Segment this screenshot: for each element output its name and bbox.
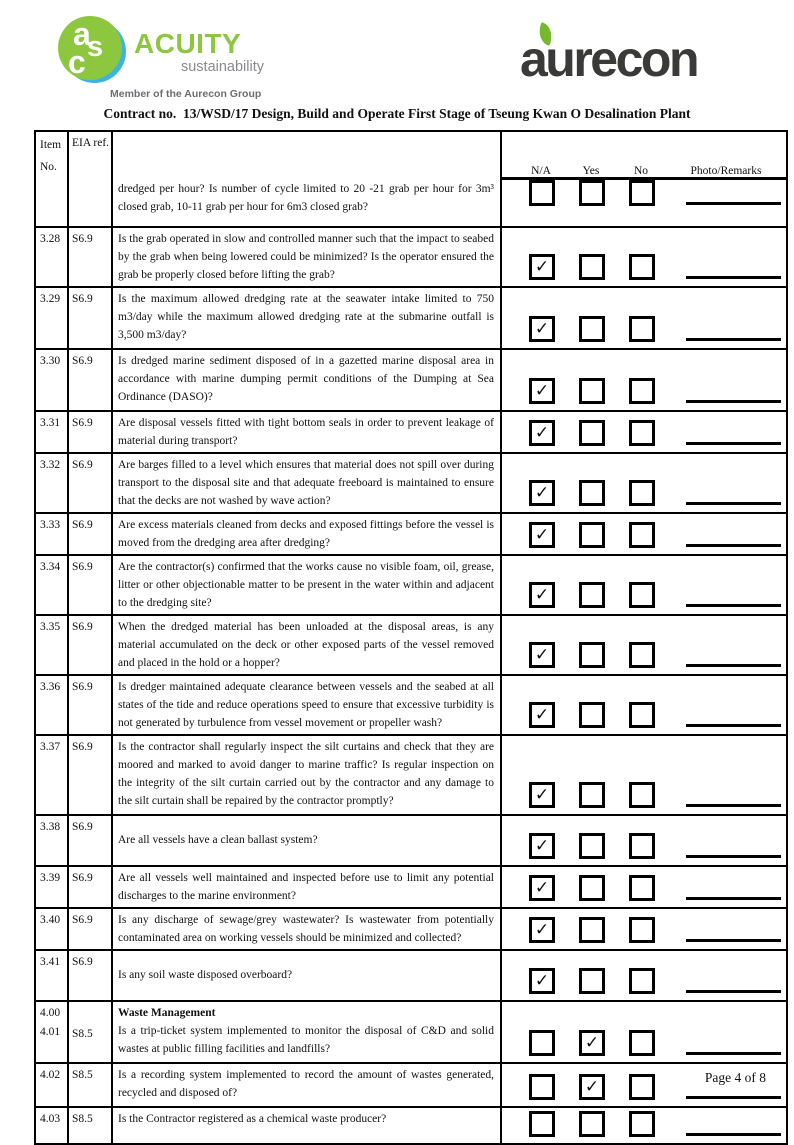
question-cell xyxy=(112,287,501,349)
question-cell xyxy=(112,866,501,908)
item-no: 3.30 xyxy=(40,355,61,367)
check-mark-icon: ✓ xyxy=(534,585,550,604)
checkbox-no[interactable] xyxy=(629,702,655,728)
question-text: Are excess materials cleaned from decks and exposed fittings before the vessel is moved from the dredging area after dredging? xyxy=(118,519,494,549)
header-na: N/A xyxy=(531,164,551,177)
question-text: Is dredger maintained adequate clearance between vessels and the seabed at all states of the tide and reduce operations speed to ensure that excessive turbidity is not generated by turbulence from vessel movement or propeller wash? xyxy=(118,681,494,729)
question-cell xyxy=(112,950,501,1001)
item-no: 4.03 xyxy=(40,1113,61,1125)
item-no-cell xyxy=(35,815,68,866)
answers-cell xyxy=(501,1107,787,1144)
remarks-line[interactable] xyxy=(686,544,781,547)
eia-ref-cell xyxy=(68,411,112,453)
remarks-line[interactable] xyxy=(686,897,781,900)
answers-cell xyxy=(501,615,787,675)
eia-ref: S6.9 xyxy=(72,293,93,305)
question-text: Is any soil waste disposed overboard? xyxy=(118,969,293,981)
aurecon-wordmark: aurecon xyxy=(520,31,698,87)
table-row xyxy=(35,615,787,675)
item-no-cell xyxy=(35,866,68,908)
table-row xyxy=(35,815,787,866)
checkbox-yes[interactable] xyxy=(579,582,605,608)
item-no: 3.39 xyxy=(40,872,61,884)
checkbox-na[interactable] xyxy=(529,180,555,206)
remarks-line[interactable] xyxy=(686,1133,781,1136)
question-cell xyxy=(112,453,501,513)
answers-cell xyxy=(501,1001,787,1063)
table-row xyxy=(35,555,787,615)
eia-ref-cell xyxy=(68,815,112,866)
checkbox-no[interactable] xyxy=(629,378,655,404)
check-mark-icon: ✓ xyxy=(534,920,550,939)
question-text: Is the contractor shall regularly inspect the silt curtains and check that they are moored and marked to avoid danger to marine traffic? Is regular inspection on the integrity of the silt curtain carried out by the contractor and any damage to the silt curtain shall be repaired by the contractor promptly? xyxy=(118,741,494,807)
checkbox-yes[interactable] xyxy=(579,1030,605,1056)
checkbox-no[interactable] xyxy=(629,522,655,548)
answers-cell xyxy=(501,735,787,815)
eia-ref-cell xyxy=(68,227,112,287)
check-mark-icon: ✓ xyxy=(534,878,550,897)
eia-ref: S6.9 xyxy=(72,872,93,884)
item-no-cell xyxy=(35,513,68,555)
eia-ref-cell xyxy=(68,453,112,513)
eia-ref-cell xyxy=(68,555,112,615)
checkbox-yes[interactable] xyxy=(579,917,605,943)
item-no-cell xyxy=(35,411,68,453)
question-cell xyxy=(112,1107,501,1144)
checkbox-yes[interactable] xyxy=(579,378,605,404)
remarks-line[interactable] xyxy=(686,724,781,727)
item-no: 4.02 xyxy=(40,1069,61,1081)
checkbox-yes[interactable] xyxy=(579,480,605,506)
item-no-cell xyxy=(35,908,68,950)
remarks-line[interactable] xyxy=(686,338,781,341)
checkbox-no[interactable] xyxy=(629,917,655,943)
item-no: 3.40 xyxy=(40,914,61,926)
checkbox-yes[interactable] xyxy=(579,782,605,808)
question-cell xyxy=(112,513,501,555)
eia-ref-cell xyxy=(68,287,112,349)
question-text: Are the contractor(s) confirmed that the works cause no visible foam, oil, grease, litter or other objectionable matter to be present in the water within and adjacent to the dredging site? xyxy=(118,561,494,609)
eia-ref: S8.5 xyxy=(72,1028,93,1040)
checkbox-na[interactable] xyxy=(529,378,555,404)
remarks-line[interactable] xyxy=(686,202,781,205)
checkbox-na[interactable] xyxy=(529,254,555,280)
checklist-table xyxy=(34,130,788,1145)
page-title: Contract no. 13/WSD/17 Design, Build and Operate First Stage of Tseung Kwan O Desalination Plant xyxy=(103,106,691,121)
eia-ref: S6.9 xyxy=(72,459,93,471)
check-mark-icon: ✓ xyxy=(534,423,550,442)
item-no-cell xyxy=(35,1001,68,1063)
acuity-wordmark: ACUITY xyxy=(134,28,242,59)
check-mark-icon: ✓ xyxy=(534,257,550,276)
question-text: Are all vessels have a clean ballast system? xyxy=(118,834,318,846)
question-cell xyxy=(112,815,501,866)
eia-ref: S8.5 xyxy=(72,1069,93,1081)
item-no-cell xyxy=(35,555,68,615)
check-mark-icon: ✓ xyxy=(534,971,550,990)
answers-cell xyxy=(501,513,787,555)
eia-ref-cell xyxy=(68,735,112,815)
eia-ref: S6.9 xyxy=(72,914,93,926)
checkbox-no[interactable] xyxy=(629,875,655,901)
acuity-monogram-icon xyxy=(58,16,124,82)
question-text: Are disposal vessels fitted with tight bottom seals in order to prevent leakage of material during transport? xyxy=(118,417,494,447)
checkbox-na[interactable] xyxy=(529,1030,555,1056)
check-mark-icon: ✓ xyxy=(534,525,550,544)
answers-cell xyxy=(501,227,787,287)
question-text: Is a trip-ticket system implemented to monitor the disposal of C&D and solid wastes at public filling facilities and landfills? xyxy=(118,1025,494,1055)
answers-cell xyxy=(501,349,787,411)
question-cell xyxy=(112,908,501,950)
question-text: Is the Contractor registered as a chemical waste producer? xyxy=(118,1113,387,1125)
question-cell xyxy=(112,1063,501,1107)
item-no-cell xyxy=(35,615,68,675)
answers-cell xyxy=(501,908,787,950)
item-no-cell xyxy=(35,178,68,227)
header-photo-remarks: Photo/Remarks xyxy=(690,164,762,177)
checkbox-no[interactable] xyxy=(629,316,655,342)
question-cell xyxy=(112,178,501,227)
checkbox-no[interactable] xyxy=(629,480,655,506)
table-row xyxy=(35,866,787,908)
question-text: Is any discharge of sewage/grey wastewater? Is wastewater from potentially contaminated area on working vessels should be minimized and collected? xyxy=(118,914,494,944)
item-no-cell xyxy=(35,1063,68,1107)
checkbox-no[interactable] xyxy=(629,420,655,446)
question-text: Are all vessels well maintained and inspected before use to limit any potential discharges to the marine environment? xyxy=(118,872,494,902)
checkbox-no[interactable] xyxy=(629,833,655,859)
eia-ref-cell xyxy=(68,1107,112,1144)
remarks-line[interactable] xyxy=(686,400,781,403)
checkbox-na[interactable] xyxy=(529,480,555,506)
checkbox-na[interactable] xyxy=(529,875,555,901)
checkbox-yes[interactable] xyxy=(579,522,605,548)
remarks-line[interactable] xyxy=(686,442,781,445)
checkbox-no[interactable] xyxy=(629,782,655,808)
checkbox-yes[interactable] xyxy=(579,1074,605,1100)
checkbox-no[interactable] xyxy=(629,1111,655,1137)
checkbox-na[interactable] xyxy=(529,1074,555,1100)
acuity-tagline: Member of the Aurecon Group xyxy=(110,88,262,100)
item-no-cell xyxy=(35,349,68,411)
table-row xyxy=(35,349,787,411)
question-text: Is dredged marine sediment disposed of in a gazetted marine disposal area in accordance with marine dumping permit conditions of the Dumping at Sea Ordinance (DASO)? xyxy=(118,355,494,403)
eia-ref-cell xyxy=(68,1063,112,1107)
question-text: dredged per hour? Is number of cycle limited to 20 -21 grab per hour for 3m³ closed grab, 10-11 grab per hour for 6m3 closed grab? xyxy=(118,183,494,213)
remarks-line[interactable] xyxy=(686,990,781,993)
item-no: 3.41 xyxy=(40,956,61,968)
checkbox-yes[interactable] xyxy=(579,875,605,901)
page-number: Page 4 of 8 xyxy=(704,1070,766,1085)
table-row xyxy=(35,513,787,555)
question-cell xyxy=(112,555,501,615)
question-cell xyxy=(112,735,501,815)
remarks-line[interactable] xyxy=(686,276,781,279)
eia-ref: S8.5 xyxy=(72,1113,93,1125)
checkbox-yes[interactable] xyxy=(579,1111,605,1137)
question-text: Is the grab operated in slow and controlled manner such that the impact to seabed by the grab when being lowered could be minimized? Is the operator ensured the grab be properly closed before lifting the grab? xyxy=(118,233,494,281)
eia-ref: S6.9 xyxy=(72,621,93,633)
remarks-line[interactable] xyxy=(686,855,781,858)
check-mark-icon: ✓ xyxy=(534,705,550,724)
eia-ref: S6.9 xyxy=(72,519,93,531)
section-title: Waste Management xyxy=(118,1007,216,1019)
question-cell xyxy=(112,411,501,453)
eia-ref: S6.9 xyxy=(72,355,93,367)
remarks-line[interactable] xyxy=(686,604,781,607)
table-row xyxy=(35,227,787,287)
check-mark-icon: ✓ xyxy=(534,319,550,338)
checkbox-no[interactable] xyxy=(629,1074,655,1100)
acuity-logo xyxy=(58,14,288,104)
checkbox-yes[interactable] xyxy=(579,702,605,728)
monogram-letter-s: s xyxy=(87,31,104,63)
checkbox-yes[interactable] xyxy=(579,420,605,446)
remarks-line[interactable] xyxy=(686,1052,781,1055)
table-row xyxy=(35,950,787,1001)
answers-cell xyxy=(501,411,787,453)
eia-ref-cell xyxy=(68,908,112,950)
checkbox-na[interactable] xyxy=(529,642,555,668)
checkbox-na[interactable] xyxy=(529,522,555,548)
checkbox-na[interactable] xyxy=(529,1111,555,1137)
header-eia-ref: EIA ref. xyxy=(68,131,112,178)
item-no-cell xyxy=(35,287,68,349)
item-no-cell xyxy=(35,453,68,513)
checkbox-na[interactable] xyxy=(529,702,555,728)
item-no: 3.28 xyxy=(40,233,61,245)
remarks-line[interactable] xyxy=(686,1096,781,1099)
answers-cell xyxy=(501,453,787,513)
aurecon-logo xyxy=(520,26,760,90)
eia-ref: S6.9 xyxy=(72,681,93,693)
eia-ref-cell xyxy=(68,349,112,411)
eia-ref-cell xyxy=(68,513,112,555)
item-no: 3.34 xyxy=(40,561,61,573)
item-no: 3.32 xyxy=(40,459,61,471)
checkbox-no[interactable] xyxy=(629,180,655,206)
question-text: Is a recording system implemented to record the amount of wastes generated, recycled and disposed of? xyxy=(118,1069,494,1099)
check-mark-icon: ✓ xyxy=(534,645,550,664)
checkbox-no[interactable] xyxy=(629,968,655,994)
answers-cell xyxy=(501,555,787,615)
item-no-cell xyxy=(35,227,68,287)
item-no: 3.36 xyxy=(40,681,61,693)
table-row xyxy=(35,1001,787,1063)
table-row xyxy=(35,908,787,950)
item-no-cell xyxy=(35,735,68,815)
remarks-line[interactable] xyxy=(686,664,781,667)
eia-ref: S6.9 xyxy=(72,821,93,833)
checkbox-yes[interactable] xyxy=(579,833,605,859)
item-no-cell xyxy=(35,1107,68,1144)
answers-cell xyxy=(501,815,787,866)
checkbox-na[interactable] xyxy=(529,782,555,808)
header-question xyxy=(112,131,501,178)
question-text: Is the maximum allowed dredging rate at the seawater intake limited to 750 m3/day while the maximum allowed dredging rate at the submarine outfall is 3,500 m3/day? xyxy=(118,293,494,341)
table-row xyxy=(35,411,787,453)
check-mark-icon: ✓ xyxy=(584,1077,600,1096)
answers-cell xyxy=(501,178,787,227)
checkbox-yes[interactable] xyxy=(579,180,605,206)
checkbox-yes[interactable] xyxy=(579,968,605,994)
item-no: 3.37 xyxy=(40,741,61,753)
check-mark-icon: ✓ xyxy=(534,785,550,804)
remarks-line[interactable] xyxy=(686,939,781,942)
page-header xyxy=(0,0,794,104)
eia-ref: S6.9 xyxy=(72,417,93,429)
item-no: 3.29 xyxy=(40,293,61,305)
checkbox-no[interactable] xyxy=(629,254,655,280)
table-header-row xyxy=(35,131,787,178)
eia-ref-cell xyxy=(68,950,112,1001)
monogram-letter-c: c xyxy=(68,44,86,80)
monogram-letter-a: a xyxy=(73,16,91,52)
item-no: 4.00 xyxy=(40,1007,61,1019)
header-yes: Yes xyxy=(582,164,600,177)
item-no-cell xyxy=(35,950,68,1001)
item-no-cell xyxy=(35,675,68,735)
remarks-line[interactable] xyxy=(686,502,781,505)
check-mark-icon: ✓ xyxy=(534,483,550,502)
question-cell xyxy=(112,1001,501,1063)
checkbox-yes[interactable] xyxy=(579,642,605,668)
checkbox-no[interactable] xyxy=(629,642,655,668)
checkbox-na[interactable] xyxy=(529,316,555,342)
checkbox-no[interactable] xyxy=(629,582,655,608)
checkbox-na[interactable] xyxy=(529,917,555,943)
checkbox-na[interactable] xyxy=(529,968,555,994)
question-cell xyxy=(112,227,501,287)
question-text: Are barges filled to a level which ensures that material does not spill over during transport to the disposal site and that adequate freeboard is maintained to ensure that the decks are not washed by wave action? xyxy=(118,459,494,507)
table-row xyxy=(35,1107,787,1144)
eia-ref-cell xyxy=(68,178,112,227)
remarks-line[interactable] xyxy=(686,804,781,807)
checkbox-yes[interactable] xyxy=(579,254,605,280)
checkbox-na[interactable] xyxy=(529,582,555,608)
answers-cell xyxy=(501,950,787,1001)
eia-ref: S6.9 xyxy=(72,561,93,573)
checkbox-na[interactable] xyxy=(529,833,555,859)
table-row xyxy=(35,453,787,513)
eia-ref-cell xyxy=(68,866,112,908)
header-item-no: Item No. xyxy=(35,131,68,178)
table-row xyxy=(35,178,787,227)
eia-ref: S6.9 xyxy=(72,233,93,245)
eia-ref: S6.9 xyxy=(72,741,93,753)
check-mark-icon: ✓ xyxy=(584,1033,600,1052)
table-row xyxy=(35,1063,787,1107)
acuity-subtitle: sustainability xyxy=(180,59,264,75)
table-row xyxy=(35,735,787,815)
eia-ref-cell xyxy=(68,675,112,735)
checkbox-na[interactable] xyxy=(529,420,555,446)
question-text: When the dredged material has been unloaded at the disposal areas, is any material accumulated on the deck or other exposed parts of the vessel removed and placed in the hold or a hopper? xyxy=(118,621,494,669)
checkbox-no[interactable] xyxy=(629,1030,655,1056)
check-mark-icon: ✓ xyxy=(534,381,550,400)
table-row xyxy=(35,287,787,349)
table-row xyxy=(35,675,787,735)
question-cell xyxy=(112,675,501,735)
eia-ref: S6.9 xyxy=(72,956,93,968)
checkbox-yes[interactable] xyxy=(579,316,605,342)
header-no: No xyxy=(633,164,649,177)
eia-ref-cell xyxy=(68,1001,112,1063)
header-answers xyxy=(501,131,787,178)
question-cell xyxy=(112,615,501,675)
item-no: 3.35 xyxy=(40,621,61,633)
eia-ref-cell xyxy=(68,615,112,675)
checklist-body xyxy=(35,178,787,1144)
answers-cell xyxy=(501,675,787,735)
item-no: 3.33 xyxy=(40,519,61,531)
question-cell xyxy=(112,349,501,411)
item-no: 4.01 xyxy=(40,1026,61,1038)
check-mark-icon: ✓ xyxy=(534,836,550,855)
monogram-green-circle xyxy=(58,16,122,80)
item-no: 3.31 xyxy=(40,417,61,429)
item-no: 3.38 xyxy=(40,821,61,833)
answers-cell xyxy=(501,287,787,349)
answers-cell xyxy=(501,866,787,908)
